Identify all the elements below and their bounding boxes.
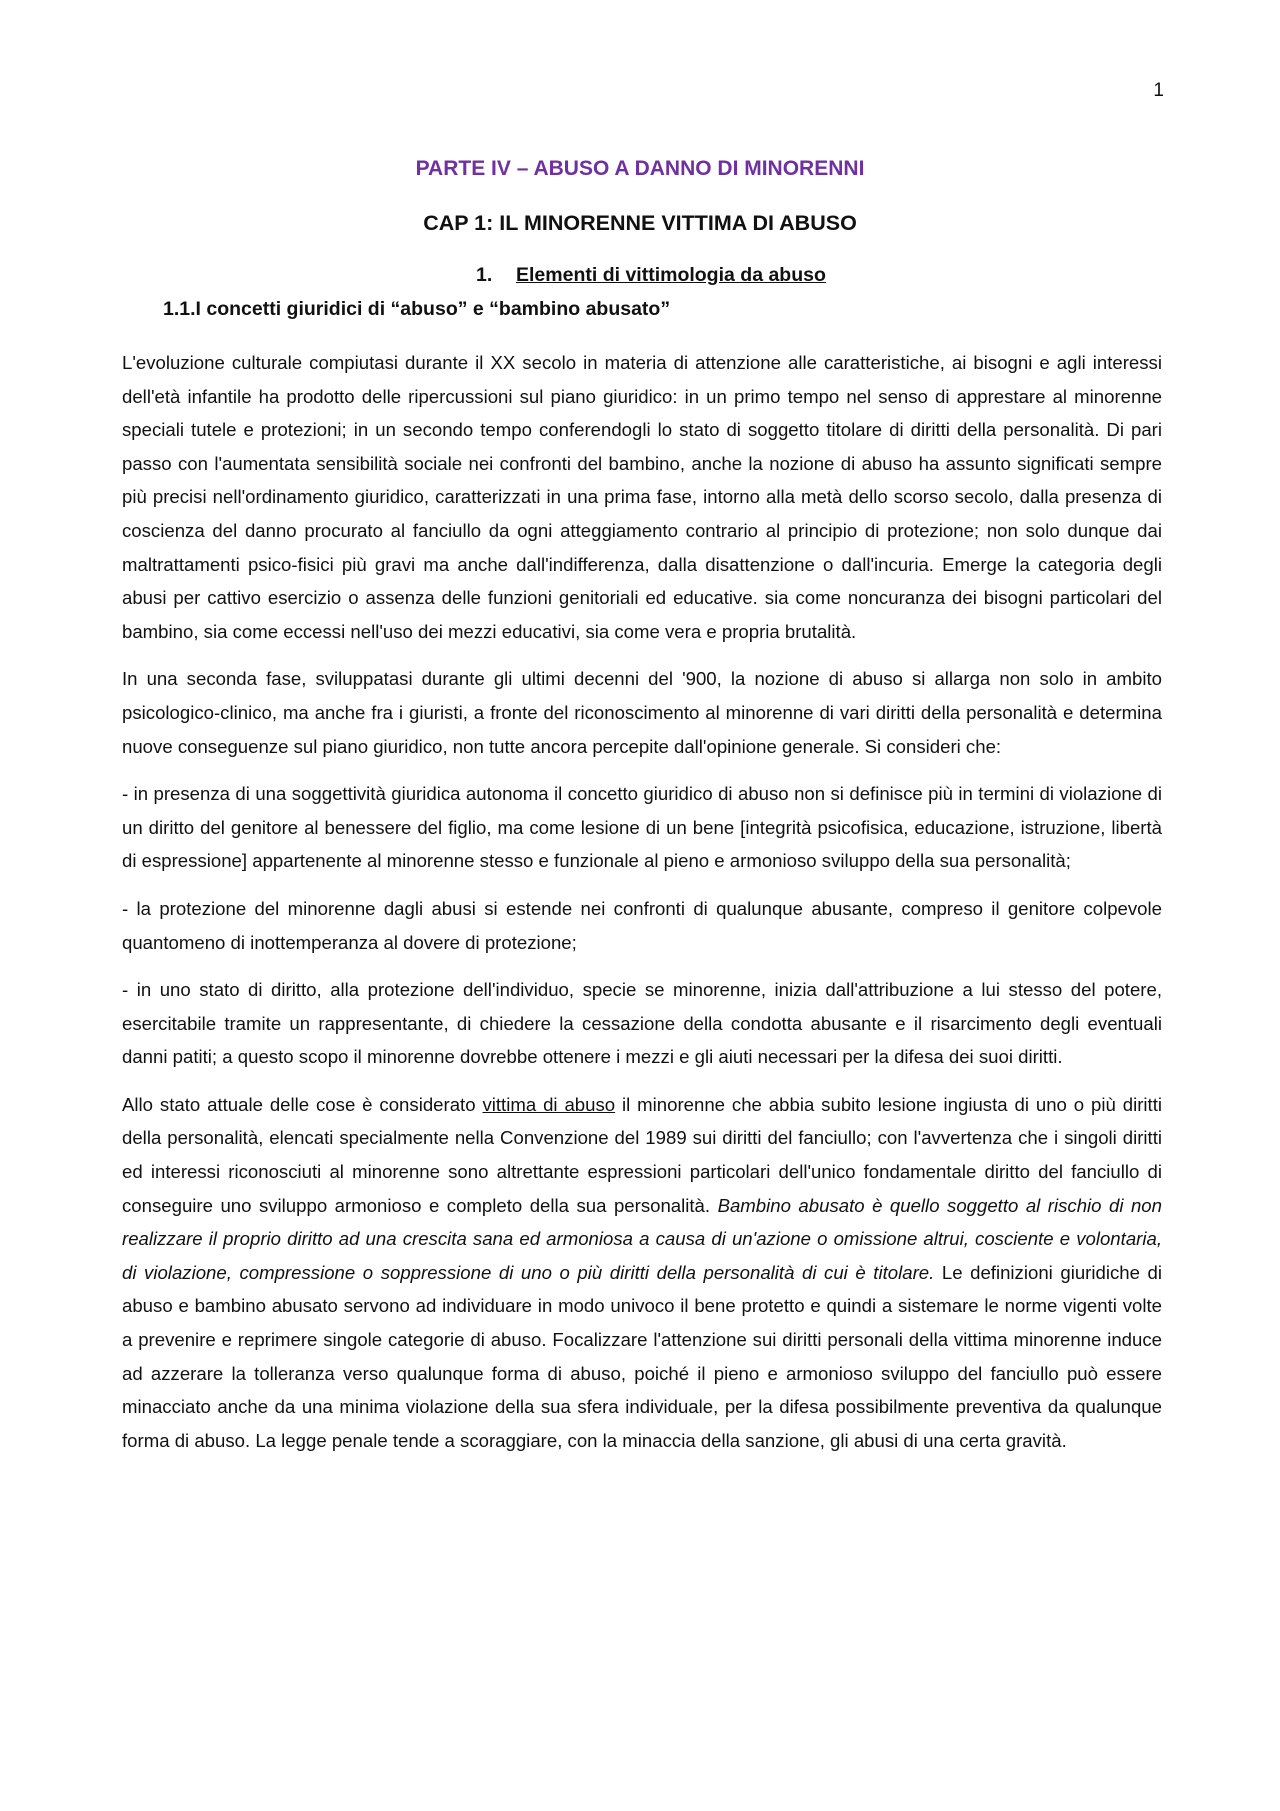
- paragraph-4: - la protezione del minorenne dagli abusi si estende nei confronti di qualunque abusante, compreso il genitore colpevole quantomeno di inottemperanza al dovere di protezione;: [122, 897, 1162, 953]
- paragraph-6-text-e: Le definizioni giuridiche di abuso e bambino abusato servono ad individuare in modo univoco il bene protetto e quindi a sistemare le norme vigenti volte a prevenire e reprimere singole categorie di abuso. Focalizzare l'attenzione sui diritti personali della vittima minorenne induce ad azzerare la tolleranza verso qualunque forma di abuso, poiché il pieno e armonioso sviluppo del fanciullo può essere minacciato anche da una minima violazione della sua sfera individuale, per la difesa possibilmente preventiva da qualunque forma di abuso. La legge penale tende a scoraggiare, con la minaccia della sanzione, gli abusi di una certa gravità.: [122, 1261, 1162, 1451]
- paragraph-5: - in uno stato di diritto, alla protezione dell'individuo, specie se minorenne, inizia dall'attribuzione a lui stesso del potere, esercitabile tramite un rappresentante, di chiedere la cessazione della condotta abusante e il risarcimento degli eventuali danni patiti; a questo scopo il minorenne dovrebbe ottenere i mezzi e gli aiuti necessari per la difesa dei suoi diritti.: [122, 979, 1162, 1068]
- section-number: 1.: [476, 264, 493, 286]
- section-title: Elementi di vittimologia da abuso: [516, 264, 826, 286]
- paragraph-3: - in presenza di una soggettività giuridica autonoma il concetto giuridico di abuso non si definisce più in termini di violazione di un diritto del genitore al benessere del figlio, ma come lesione di un bene [integrità psicofisica, educazione, istruzione, libertà di espressione] appartenente al minorenne stesso e funzionale al pieno e armonioso sviluppo della sua personalità;: [122, 783, 1162, 872]
- section-heading: [476, 264, 826, 287]
- paragraph-6: [122, 1088, 1162, 1458]
- paragraph-6-underlined-term: vittima di abuso: [482, 1093, 616, 1115]
- paragraph-6-text-a: Allo stato attuale delle cose è considerato: [122, 1093, 483, 1115]
- subsection-title: I concetti giuridici di “abuso” e “bambino abusato”: [195, 298, 671, 320]
- paragraph-6-italic-definition: Bambino abusato è quello soggetto al rischio di non realizzare il proprio diritto ad una crescita sana ed armoniosa a causa di un'azione o omissione altrui, cosciente e volontaria, di violazione, compressione o soppressione di uno o più diritti della personalità di cui è titolare.: [122, 1194, 1162, 1283]
- part-title: PARTE IV – ABUSO A DANNO DI MINORENNI: [415, 157, 865, 180]
- paragraph-6-text-c: il minorenne che abbia subito lesione ingiusta di uno o più diritti della personalità, elencati specialmente nella Convenzione del 1989 sui diritti del fanciullo; con l'avvertenza che i singoli diritti ed interessi riconosciuti al minorenne sono altrettante espressioni particolari dell'unico fondamentale diritto del fanciullo di conseguire uno sviluppo armonioso e completo della sua personalità.: [122, 1093, 1162, 1216]
- body-text: [122, 346, 1162, 1471]
- paragraph-1: L'evoluzione culturale compiutasi durante il XX secolo in materia di attenzione alle caratteristiche, ai bisogni e agli interessi dell'età infantile ha prodotto delle ripercussioni sul piano giuridico: in un primo tempo nel senso di apprestare al minorenne speciali tutele e protezioni; in un secondo tempo conferendogli lo stato di soggetto titolare di diritti della personalità. Di pari passo con l'aumentata sensibilità sociale nei confronti del bambino, anche la nozione di abuso ha assunto significati sempre più precisi nell'ordinamento giuridico, caratterizzati in una prima fase, intorno alla metà dello scorso secolo, dalla presenza di coscienza del danno procurato al fanciullo da ogni atteggiamento contrario al principio di protezione; non solo dunque dai maltrattamenti psico-fisici più gravi ma anche dall'indifferenza, dalla disattenzione o dall'incuria. Emerge la categoria degli abusi per cattivo esercizio o assenza delle funzioni genitoriali ed educative. sia come noncuranza dei bisogni particolari del bambino, sia come eccessi nell'uso dei mezzi educativi, sia come vera e propria brutalità.: [122, 352, 1162, 642]
- page-number: 1: [1153, 80, 1164, 101]
- paragraph-2: In una seconda fase, sviluppatasi durante gli ultimi decenni del '900, la nozione di abuso si allarga non solo in ambito psicologico-clinico, ma anche fra i giuristi, a fronte del riconoscimento al minorenne di vari diritti della personalità e determina nuove conseguenze sul piano giuridico, non tutte ancora percepite dall'opinione generale. Si consideri che:: [122, 668, 1162, 757]
- subsection-number: 1.1.: [163, 298, 196, 320]
- subsection-heading: [163, 298, 670, 321]
- chapter-title: CAP 1: IL MINORENNE VITTIMA DI ABUSO: [423, 211, 857, 235]
